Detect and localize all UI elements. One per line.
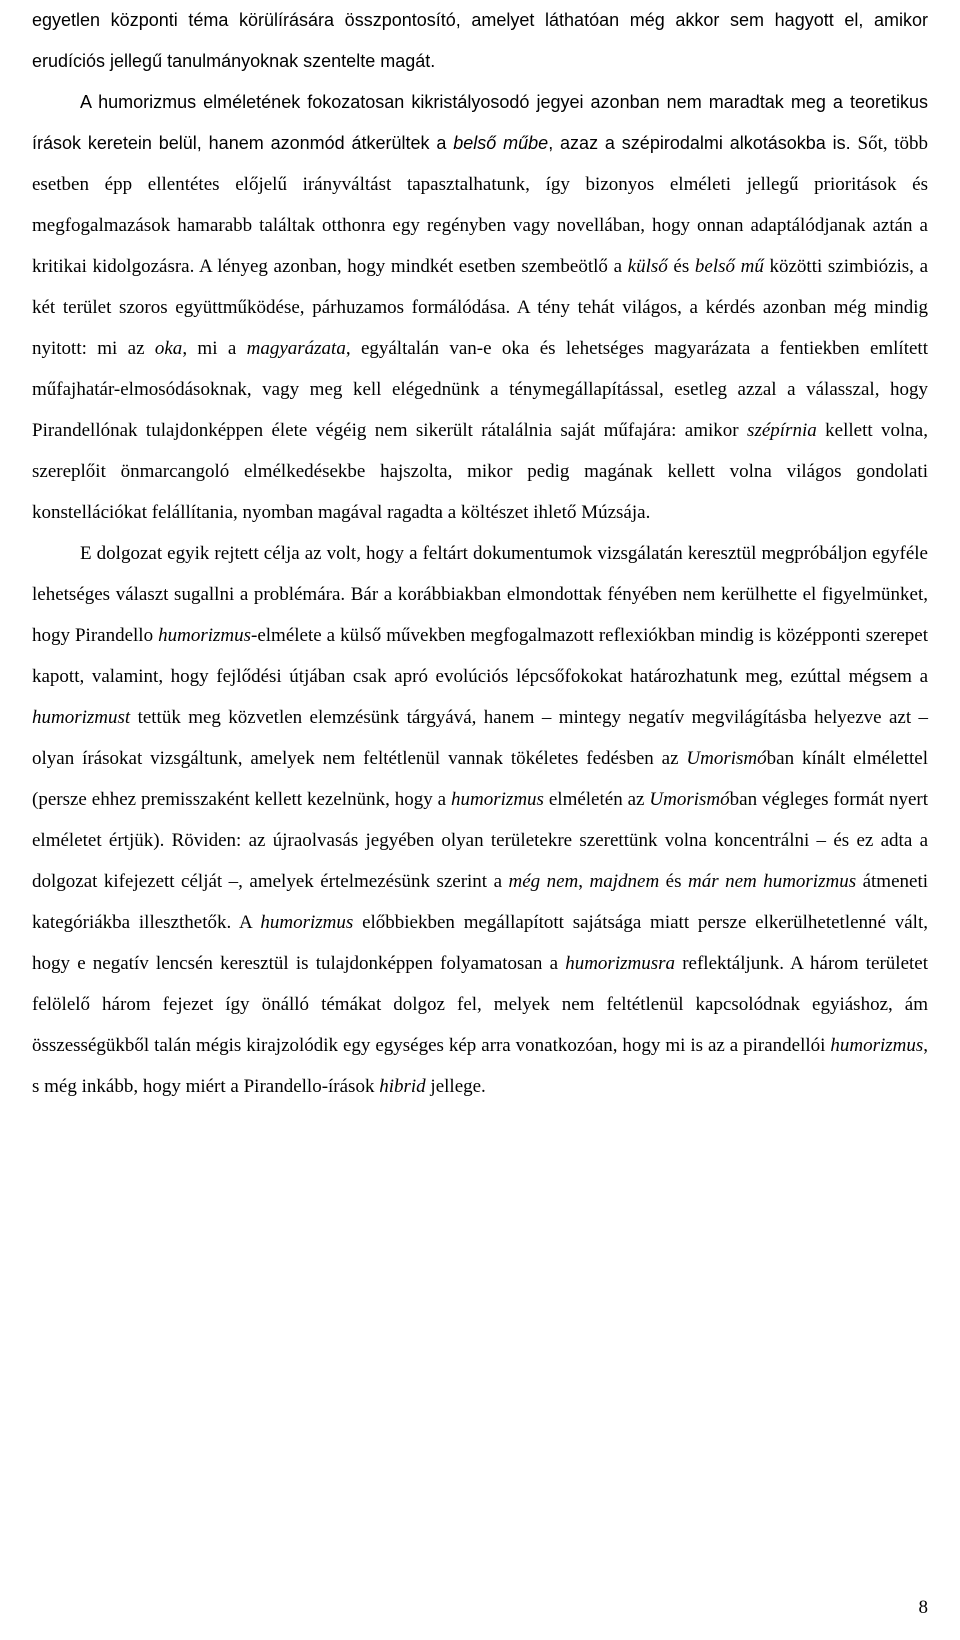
italic-term: belső mű [694,256,764,277]
text-run: közötti szimbiózis, a két terület szoros együttműködése, párhuzamos formálódása. A tény tehát világos, a kérdés azonban még mindig nyitott: mi az [32,256,929,359]
text-run: , s még inkább, hogy miért a Pirandello-írások [32,1035,928,1097]
paragraph-1 [32,0,928,82]
text-run: és [667,256,695,277]
italic-term: humorizmust [32,707,131,728]
italic-term: külső [627,256,668,277]
text-run: -elmélete a külső művekben megfogalmazott reflexiókban mindig is középponti szerepet kapott, valamint, hogy fejlődési útjában csak apró evolúciós lépcsőfokokat határozhatunk meg, ezúttal mégsem a [32,625,928,687]
italic-term: magyarázata [246,338,346,359]
text-run: , [578,871,590,892]
text-run: , azaz a szépirodalmi alkotásokba is. [548,133,858,153]
paragraph-3 [32,533,928,1107]
text-run: és [659,871,688,892]
text-run: , egyáltalán van-e oka és lehetséges magyarázata a fentiekben említett műfajhatár-elmosódásoknak, vagy meg kell elégednünk a ténymegállapítással, esetleg azzal a válasszal, hogy Pirandellónak tulajdonképpen élete végéig nem sikerült rátalálnia saját műfajára: amikor [32,338,928,441]
italic-term: majdnem [589,871,660,892]
text-run: E dolgozat egyik rejtett célja az volt, hogy a feltárt dokumentumok vizsgálatán keresztül megpróbáljon egyféle lehetséges választ sugallni a problémára. Bár a korábbiakban elmondottak fényében nem kerülhette el figyelmünket, hogy Pirandello [32,543,928,646]
text-run: egyetlen központi téma körülírására összpontosító, amelyet láthatóan még akkor sem hagyott el, amikor erudíciós jellegű tanulmányoknak szentelte magát. [32,10,928,71]
italic-term: humorizmus [158,625,251,646]
text-run: reflektáljunk. A három területet felölelő három fejezet így önálló témákat dolgoz fel, melyek nem feltétlenül kapcsolódnak egyiáshoz, ám összességükből talán mégis kirajzolódik egy egységes kép arra vonatkozóan, hogy mi is az a pirandellói [32,953,928,1056]
text-run: , mi a [182,338,247,359]
italic-term: Umorismó [686,748,767,769]
text-run: tettük meg közvetlen elemzésünk tárgyává, hanem – mintegy negatív megvilágításba helyezve azt – olyan írásokat vizsgáltunk, amelyek nem feltétlenül vannak tökéletes fedésben az [32,707,928,769]
italic-term: már nem humorizmus [687,871,857,892]
text-run: elméletén az [543,789,650,810]
italic-term: Umorismó [649,789,730,810]
text-run: A humorizmus elméletének fokozatosan kikristályosodó jegyei azonban nem maradtak meg a teoretikus írások keretein belül, hanem azonmód átkerültek a [32,92,928,153]
text-run: ban kínált elmélettel (persze ehhez premisszaként kellett kezelnünk, hogy a [32,748,929,810]
italic-term: humorizmusra [565,953,676,974]
italic-term: oka [154,338,183,359]
page-number: 8 [918,1597,928,1618]
text-run: átmeneti kategóriákba illeszthetők. A [32,871,929,933]
paragraph-2 [32,82,928,533]
italic-term: humorizmus [451,789,544,810]
italic-term: humorizmus [260,912,354,933]
text-run: jellege. [425,1076,486,1097]
italic-term: szépírnia [747,420,817,441]
text-run: előbbiekben megállapított sajátsága miatt persze elkerülhetetlenné vált, hogy e negatív lencsén keresztül is tulajdonképpen folyamatosan a [32,912,928,974]
page-body [32,0,928,1107]
italic-term: még nem [508,871,579,892]
text-run: kellett volna, szereplőit önmarcangoló elmélkedésekbe hajszolta, mikor pedig magának kellett volna világos gondolati konstellációkat felállítania, nyomban magával ragadta a költészet ihlető Múzsája. [32,420,928,523]
italic-term: humorizmus [830,1035,924,1056]
text-run: Sőt, több esetben épp ellentétes előjelű irányváltást tapasztalhatunk, így bizonyos elméleti jellegű prioritások és megfogalmazások hamarabb találtak otthonra egy regényben vagy novellában, hogy onnan adaptálódjanak aztán a kritikai kidolgozásra. A lényeg azonban, hogy mindkét esetben szembeötlő a [32,133,928,277]
italic-term: belső műbe [453,133,549,153]
italic-term: hibrid [379,1076,426,1097]
text-run: ban végleges formát nyert elméletet értjük). Röviden: az újraolvasás jegyében olyan területekre szerettünk volna koncentrálni – és ez adta a dolgozat kifejezett célját –, amelyek értelmezésünk szerint a [32,789,929,892]
